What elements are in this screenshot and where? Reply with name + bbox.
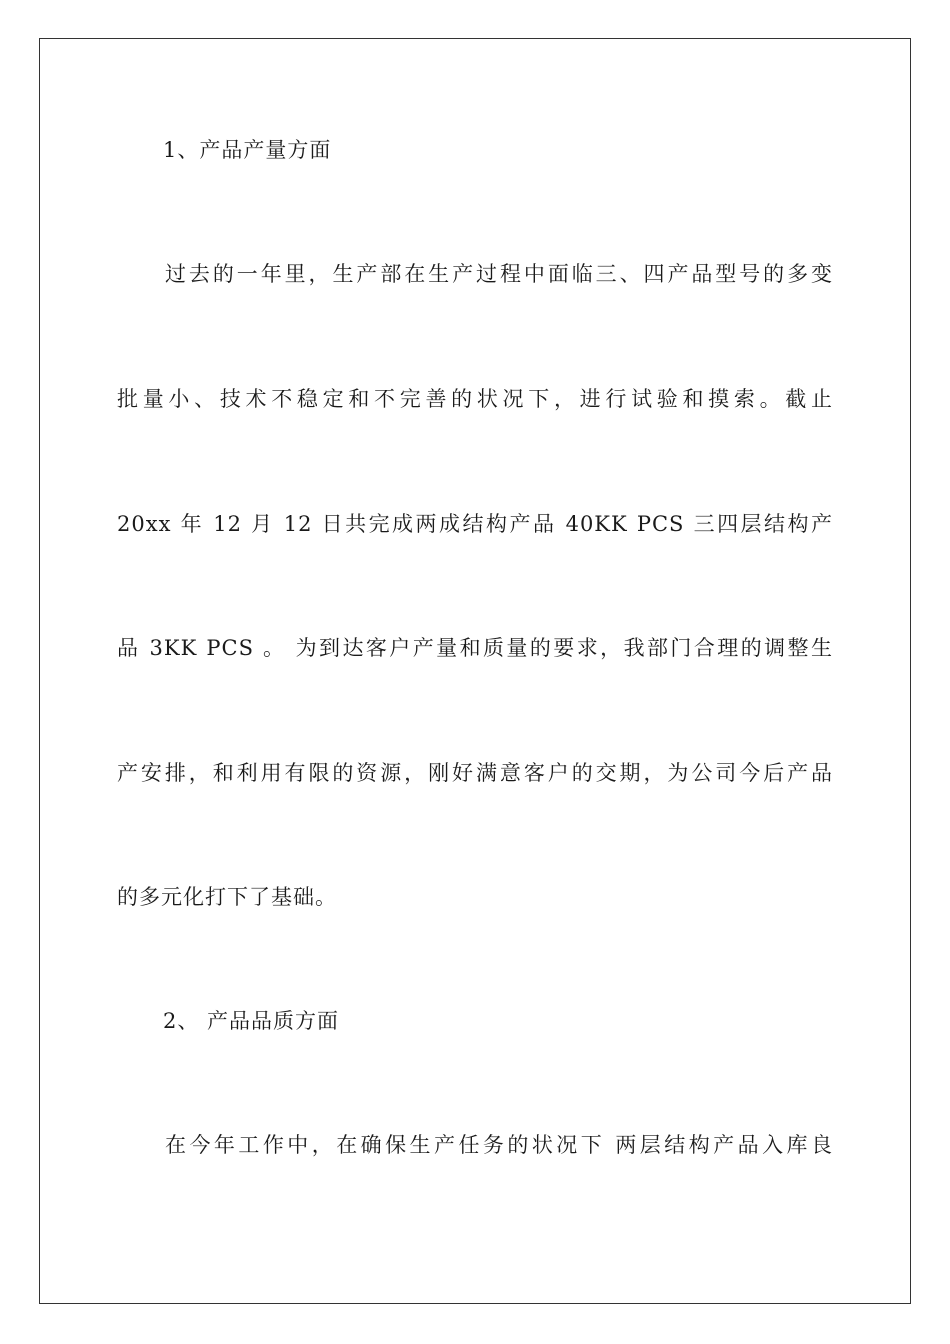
section-heading-quality: 2、 产品品质方面 xyxy=(163,1009,340,1033)
page-border xyxy=(39,38,911,1304)
paragraph-line: 批量小、技术不稳定和不完善的状况下，进行试验和摸索。截止 xyxy=(117,387,833,411)
paragraph-line: 产安排，和利用有限的资源，刚好满意客户的交期，为公司今后产品 xyxy=(117,761,833,785)
paragraph-line: 在今年工作中，在确保生产任务的状况下 两层结构产品入库良 xyxy=(165,1133,833,1157)
paragraph-line: 的多元化打下了基础。 xyxy=(117,885,337,909)
section-heading-production: 1、产品产量方面 xyxy=(163,138,332,162)
paragraph-line: 20xx 年 12 月 12 日共完成两成结构产品 40KK PCS 三四层结构产 xyxy=(117,512,833,536)
paragraph-line: 过去的一年里，生产部在生产过程中面临三、四产品型号的多变 xyxy=(165,262,833,286)
paragraph-line: 品 3KK PCS 。 为到达客户产量和质量的要求，我部门合理的调整生 xyxy=(117,636,833,660)
